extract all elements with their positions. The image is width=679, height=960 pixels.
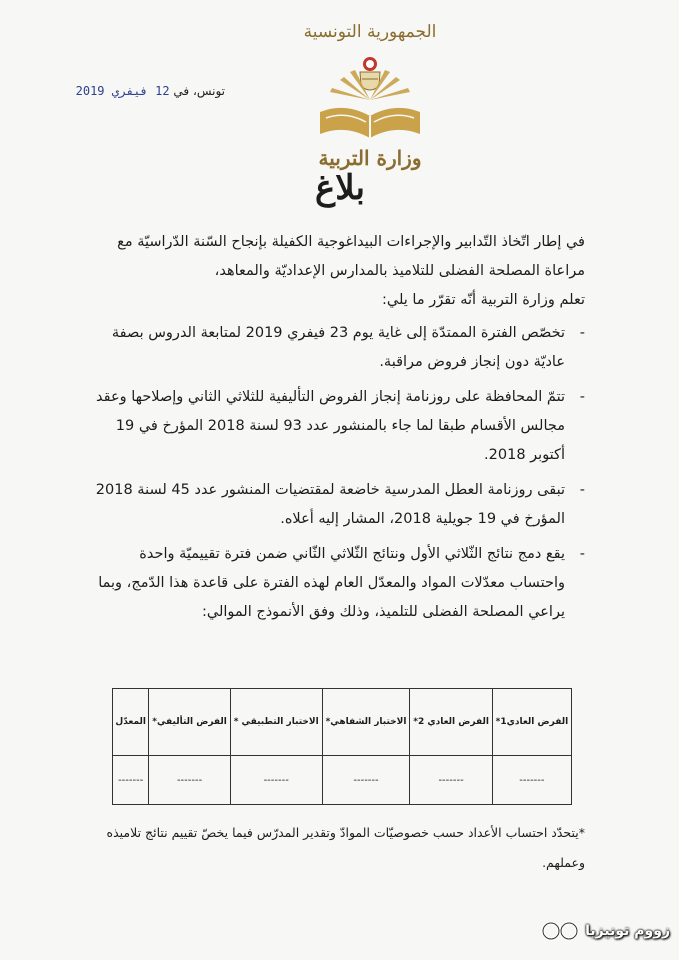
decision-list [95, 319, 585, 627]
watermark [500, 918, 670, 944]
intro-statement: تعلم وزارة التربية أنّه تقرّر ما يلي: [382, 292, 585, 308]
table-cell: ------- [410, 756, 492, 805]
republic-header: الجمهورية التونسية [303, 22, 437, 42]
column-header: الفرض التأليفي* [149, 689, 230, 756]
document-title: بلاغ [314, 168, 366, 208]
table-header-row [113, 689, 572, 756]
table-row [113, 756, 572, 805]
table-cell: ------- [492, 756, 571, 805]
list-item-text: تخصّص الفترة الممتدّة إلى غاية يوم 23 فيفري 2019 لمتابعة الدروس بصفة عاديّة دون إنجاز فروض مراقبة. [111, 325, 565, 370]
column-header: الفرض العادي 2* [410, 689, 492, 756]
ministry-name: وزارة التربية [318, 146, 422, 170]
bullet-dash: - [579, 482, 585, 498]
column-header: الفرض العادي1* [492, 689, 571, 756]
document-body [95, 228, 585, 633]
coat-of-arms-icon [360, 57, 380, 90]
list-item-text: تتمّ المحافظة على روزنامة إنجاز الفروض التأليفية للثلاثي الثاني وإصلاحها وعقد مجالس الأقسام طبقا لما جاء بالمنشور عدد 93 لسنة 2018 المؤرخ في 19 أكتوبر 2018. [96, 389, 565, 463]
column-header: المعدّل [113, 689, 149, 756]
bullet-dash: - [579, 389, 585, 405]
list-item [95, 540, 585, 627]
table-cell: ------- [149, 756, 230, 805]
list-item-text: يقع دمج نتائج الثّلاثي الأول ونتائج الثّلاثي الثّاني ضمن فترة تقييميّة واحدة واحتساب معدّلات المواد والمعدّل العام لهذه الفترة على قاعدة هذا الدّمج، وبما يراعي المصلحة الفضلى للتلميذ، وذلك وفق الأنموذج الموالي: [98, 546, 565, 620]
date-stamp: 12 فيفري 2019 [75, 84, 170, 98]
list-item [95, 383, 585, 470]
list-item [95, 476, 585, 534]
table-cell: ------- [113, 756, 149, 805]
table-cell: ------- [322, 756, 410, 805]
intro-paragraph: في إطار اتّخاذ التّدابير والإجراءات البيداغوجية الكفيلة بإنجاح السّنة الدّراسيّة مع مراعاة المصلحة الفضلى للتلاميذ بالمدارس الإعداديّة والمعاهد، [117, 234, 585, 279]
footnote: *يتحدّد احتساب الأعداد حسب خصوصيّات الموادّ وتقدير المدرّس فيما يخصّ تقييم نتائج تلاميذه وعملهم. [106, 825, 585, 870]
column-header: الاختبار التطبيقي * [230, 689, 322, 756]
date-place: تونس، في [173, 84, 225, 98]
table-cell: ------- [230, 756, 322, 805]
watermark-text: زووم تونيزيا [585, 923, 670, 939]
zoom-logo-icon [541, 921, 579, 941]
grades-table [112, 688, 572, 805]
ministry-emblem-icon [300, 50, 440, 150]
list-item-text: تبقى روزنامة العطل المدرسية خاضعة لمقتضيات المنشور عدد 45 لسنة 2018 المؤرخ في 19 جويلية 2018، المشار إليه أعلاه. [95, 482, 565, 527]
list-item [95, 319, 585, 377]
bullet-dash: - [579, 325, 585, 341]
bullet-dash: - [579, 546, 585, 562]
column-header: الاختبار الشفاهي* [322, 689, 410, 756]
dateline [60, 84, 225, 104]
